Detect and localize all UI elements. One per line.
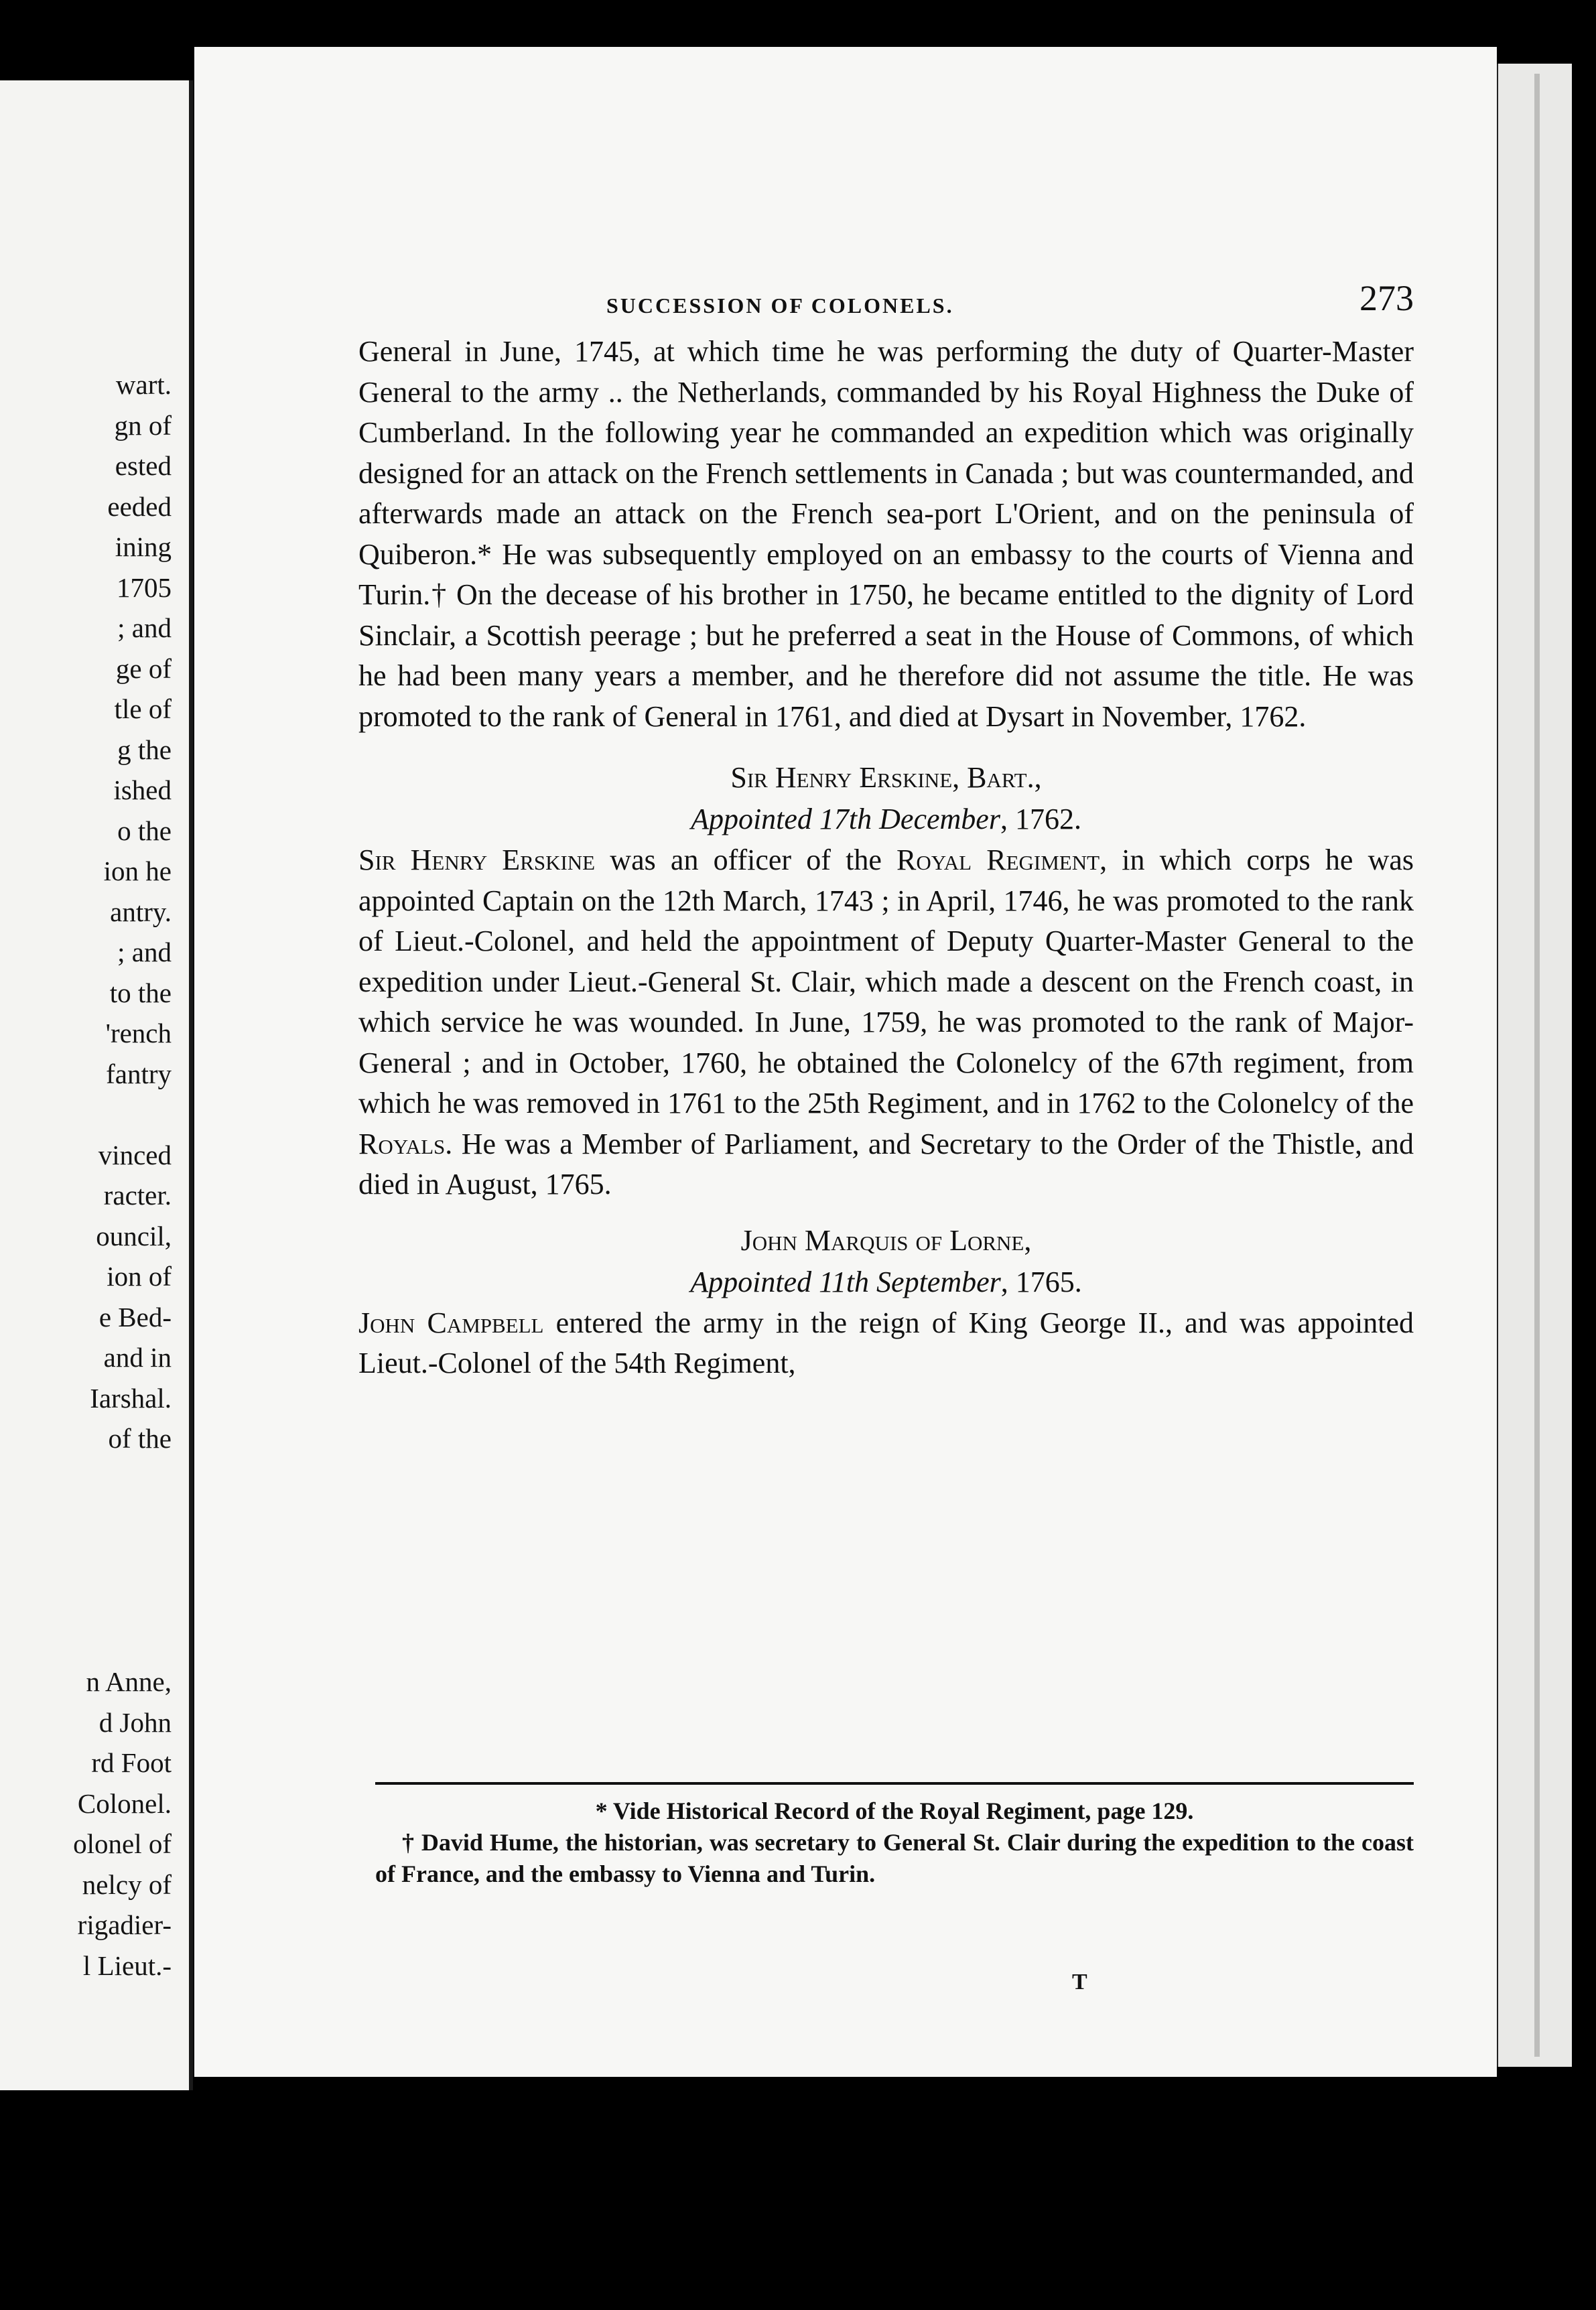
appointed-date: 11th September [819,1265,1001,1298]
appointed-date: 17th December [819,803,1000,835]
left-page-line: Colonel. [77,1787,172,1819]
text-run: . He was a Member of Parliament, and Secretary to the Order of the Thistle, and died in August, 1765. [358,1127,1414,1201]
regiment-name: Royal Regiment [896,843,1100,876]
footnote-rule [375,1782,1414,1785]
left-page-line: rigadier- [77,1909,172,1940]
appointed-year: , 1762. [1000,803,1081,835]
body-text [358,332,1414,1384]
left-page-line: ion of [107,1261,172,1292]
left-page-line: gn of [114,409,172,441]
footnote-1: * Vide Historical Record of the Royal Regiment, page 129. [595,1797,1194,1824]
page-number: 273 [1359,278,1414,318]
left-page-line: tle of [114,693,172,724]
paragraph-lorne [358,1303,1414,1384]
regiment-name: Royals [358,1127,446,1160]
left-page-line: ; and [117,612,172,643]
page-edge-shadow [1534,74,1540,2057]
page-edge [1495,64,1572,2067]
left-page-line: olonel of [73,1828,172,1859]
left-page-line: rd Foot [91,1747,172,1778]
left-page-line: and in [103,1342,172,1373]
left-page-line: antry. [110,896,172,927]
left-page-line: 'rench [105,1018,172,1048]
appointed-word: Appointed [691,803,812,835]
text-run: was an officer of the [595,843,897,876]
running-head-title: SUCCESSION OF COLONELS. [606,293,954,318]
left-page-fragment [0,80,193,2090]
left-page-line: nelcy of [82,1869,172,1900]
left-page-line: to the [109,977,172,1008]
left-page-line: 1705 [117,571,172,603]
book-page [194,47,1497,2077]
section-heading-erskine: Sir Henry Erskine, Bart., [730,761,1042,794]
left-page-line: ouncil, [96,1220,172,1251]
left-page-line: ge of [115,653,172,684]
text-run: entered the army in the reign of King George II., and was appointed Lieut.-Colonel of the 54th Regiment, [358,1306,1414,1379]
left-page-line: wart. [115,369,172,400]
text-run: , in which corps he was appointed Captain on the 12th March, 1743 ; in April, 1746, he was promoted to the rank of Lieut.-Colonel, and held the appointment of Deputy Quarter-Master General to the expedition under Lieut.-General St. Clair, which made a descent on the French coast, in which service he was wounded. In June, 1759, he was promoted to the rank of Major-General ; and in October, 1760, he obtained the Colonelcy of the 67th regiment, from which he was removed in 1761 to the 25th Regiment, and in 1762 to the Colonelcy of the [358,843,1414,1119]
left-page-line: Iarshal. [90,1382,172,1414]
footnote-2: † David Hume, the historian, was secretary to General St. Clair during the expedition to the coast of France, and the embassy to Vienna and Turin. [375,1829,1414,1887]
lead-name: Sir Henry Erskine [358,843,596,876]
appointment-line-lorne [358,1262,1414,1303]
section-heading-lorne: John Marquis of Lorne, [740,1223,1032,1257]
left-page-line: ; and [117,937,172,967]
signature-mark: T [1072,1970,1087,1994]
footnotes [375,1795,1414,1890]
left-page-line: g the [117,734,172,765]
paragraph-continued: General in June, 1745, at which time he was performing the duty of Quarter-Master General to the army .. the Netherlands, commanded by his Royal Highness the Duke of Cumberland. In the following year he commanded an expedition which was originally designed for an attack on the French settlements in Canada ; but was countermanded, and afterwards made an attack on the French sea-port L'Orient, and on the peninsula of Quiberon.* He was subsequently employed on an embassy to the courts of Vienna and Turin.† On the decease of his brother in 1750, he became entitled to the dignity of Lord Sinclair, a Scottish peerage ; but he preferred a seat in the House of Commons, of which he had been many years a member, and he therefore did not assume the title. He was promoted to the rank of General in 1761, and died at Dysart in November, 1762. [358,335,1414,733]
left-page-line: o the [117,815,172,846]
left-page-line: ished [113,774,172,805]
left-page-line: racter. [103,1180,172,1211]
paragraph-erskine [358,840,1414,1205]
lead-name: John Campbell [358,1306,544,1339]
left-page-line: d John [98,1706,172,1738]
left-page-line: ining [115,531,172,562]
appointed-year: , 1765. [1000,1265,1082,1298]
left-page-line: n Anne, [86,1666,172,1697]
left-page-line: l Lieut.- [82,1950,172,1981]
appointment-line-erskine [358,799,1414,840]
left-page-line: vinced [98,1139,172,1170]
left-page-line: e Bed- [98,1301,172,1333]
left-page-line: of the [108,1423,172,1454]
left-page-line: eeded [107,490,172,522]
left-page-line: ion he [103,856,172,886]
running-head [385,268,1414,328]
left-page-line: fantry [106,1058,172,1089]
left-page-line: ested [115,450,172,481]
appointed-word: Appointed [690,1265,812,1298]
